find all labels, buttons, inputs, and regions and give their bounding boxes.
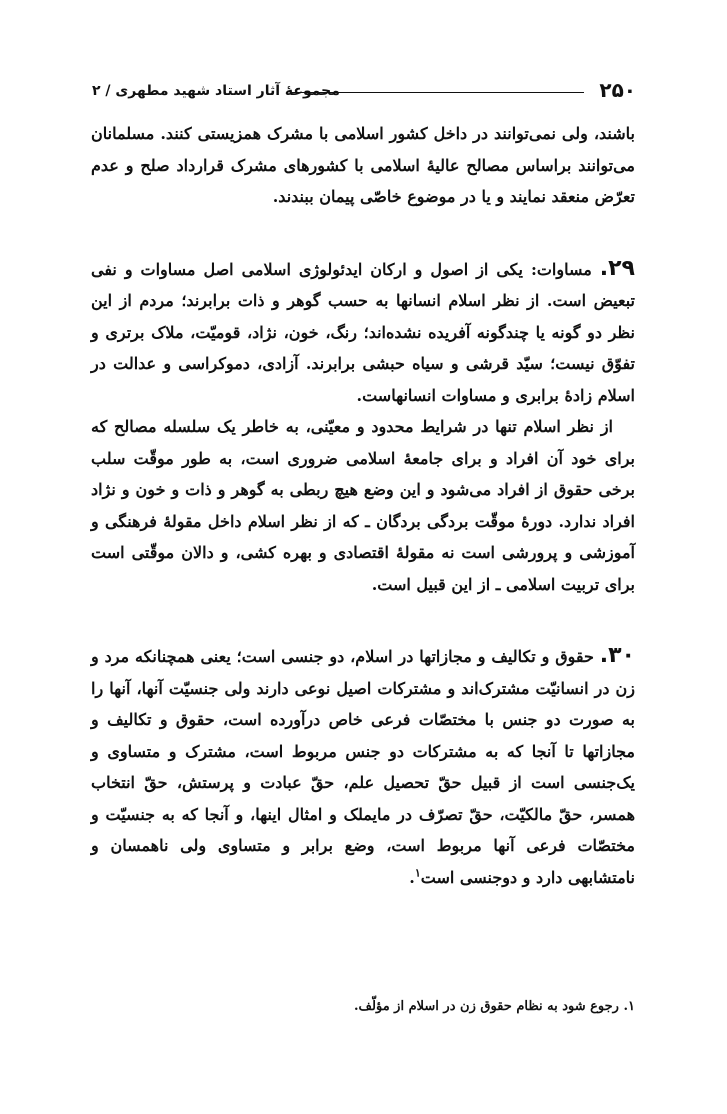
paragraph-item-29 [91,253,635,412]
book-title: مجموعهٔ آثار استاد شهید مطهری / ۲ [92,83,340,99]
footnote-reference: ۱ [414,866,421,880]
item-number-30: ۳۰. [599,643,635,668]
section-gap [91,213,635,253]
footnote: ۱. رجوع شود به نظام حقوق زن در اسلام از مؤلّف. [354,999,635,1014]
paragraph-item-30-text: حقوق و تکالیف و مجازاتها در اسلام، دو جنسی است؛ یعنی همچنانکه مرد و زن در انسانیّت مشترک‌اند و مشترکات اصیل نوعی دارند ولی جنسیّت آنها، آنها را به صورت دو جنس با مختصّات فرعی خاص درآورده است، حقوق و تکالیف و مجازاتها تا آنجا که به مشترکات دو جنس مربوط است، مشترک و متساوی و یک‌جنسی است از قبیل حقّ تحصیل علم، حقّ عبادت و پرستش، حقّ انتخاب همسر، حقّ مالکیّت، حقّ تصرّف در مایملک و امثال اینها، و آنجا که به جنسیّت و مختصّات فرعی آنها مربوط است، وضع برابر و متساوی ولی ناهمسان و نامتشابهی دارد و دوجنسی است [91,647,635,887]
running-header [92,78,636,104]
section-gap [91,600,635,640]
paragraph-item-30 [91,640,635,893]
body-text [91,118,635,893]
page-number: ۲۵۰ [599,78,636,102]
item-number-29: ۲۹. [599,255,635,281]
paragraph-item-29-text: مساوات: یکی از اصول و ارکان ایدئولوژی اسلامی اصل مساوات و نفی تبعیض است. از نظر اسلام انسانها به حسب گوهر و ذات برابرند؛ مردم از این نظر دو گونه یا چندگونه آفریده نشده‌اند؛ رنگ، خون، نژاد، قومیّت، ملاک برتری و تفوّق نیست؛ سیّد قرشی و سیاه حبشی برابرند. آزادی، دموکراسی و عدالت در اسلام زادهٔ برابری و مساوات انسانهاست. [91,259,635,405]
paragraph-continuation: باشند، ولی نمی‌توانند در داخل کشور اسلامی با مشرک همزیستی کنند. مسلمانان می‌توانند براساس مصالح عالیهٔ اسلامی با کشورهای مشرک قرارداد صلح و عدم تعرّض منعقد نمایند و یا در موضوع خاصّی پیمان ببندند. [91,124,635,206]
paragraph-item-30-end: . [409,867,415,887]
paragraph-slavery: از نظر اسلام تنها در شرایط محدود و معیّنی، به خاطر یک سلسله مصالح که برای خود آن افراد و برای جامعهٔ اسلامی ضروری است، به طور موقّت سلب برخی حقوق از افراد می‌شود و این وضع هیچ ربطی به گوهر و ذات و خون و نژاد افراد ندارد. دورهٔ موقّت بردگی بردگان ـ که از نظر اسلام داخل مقولهٔ فرهنگی و آموزشی و پرورشی است نه مقولهٔ اقتصادی و بهره کشی، و دالان موقّتی است برای تربیت اسلامی ـ از این قبیل است. [91,417,636,594]
